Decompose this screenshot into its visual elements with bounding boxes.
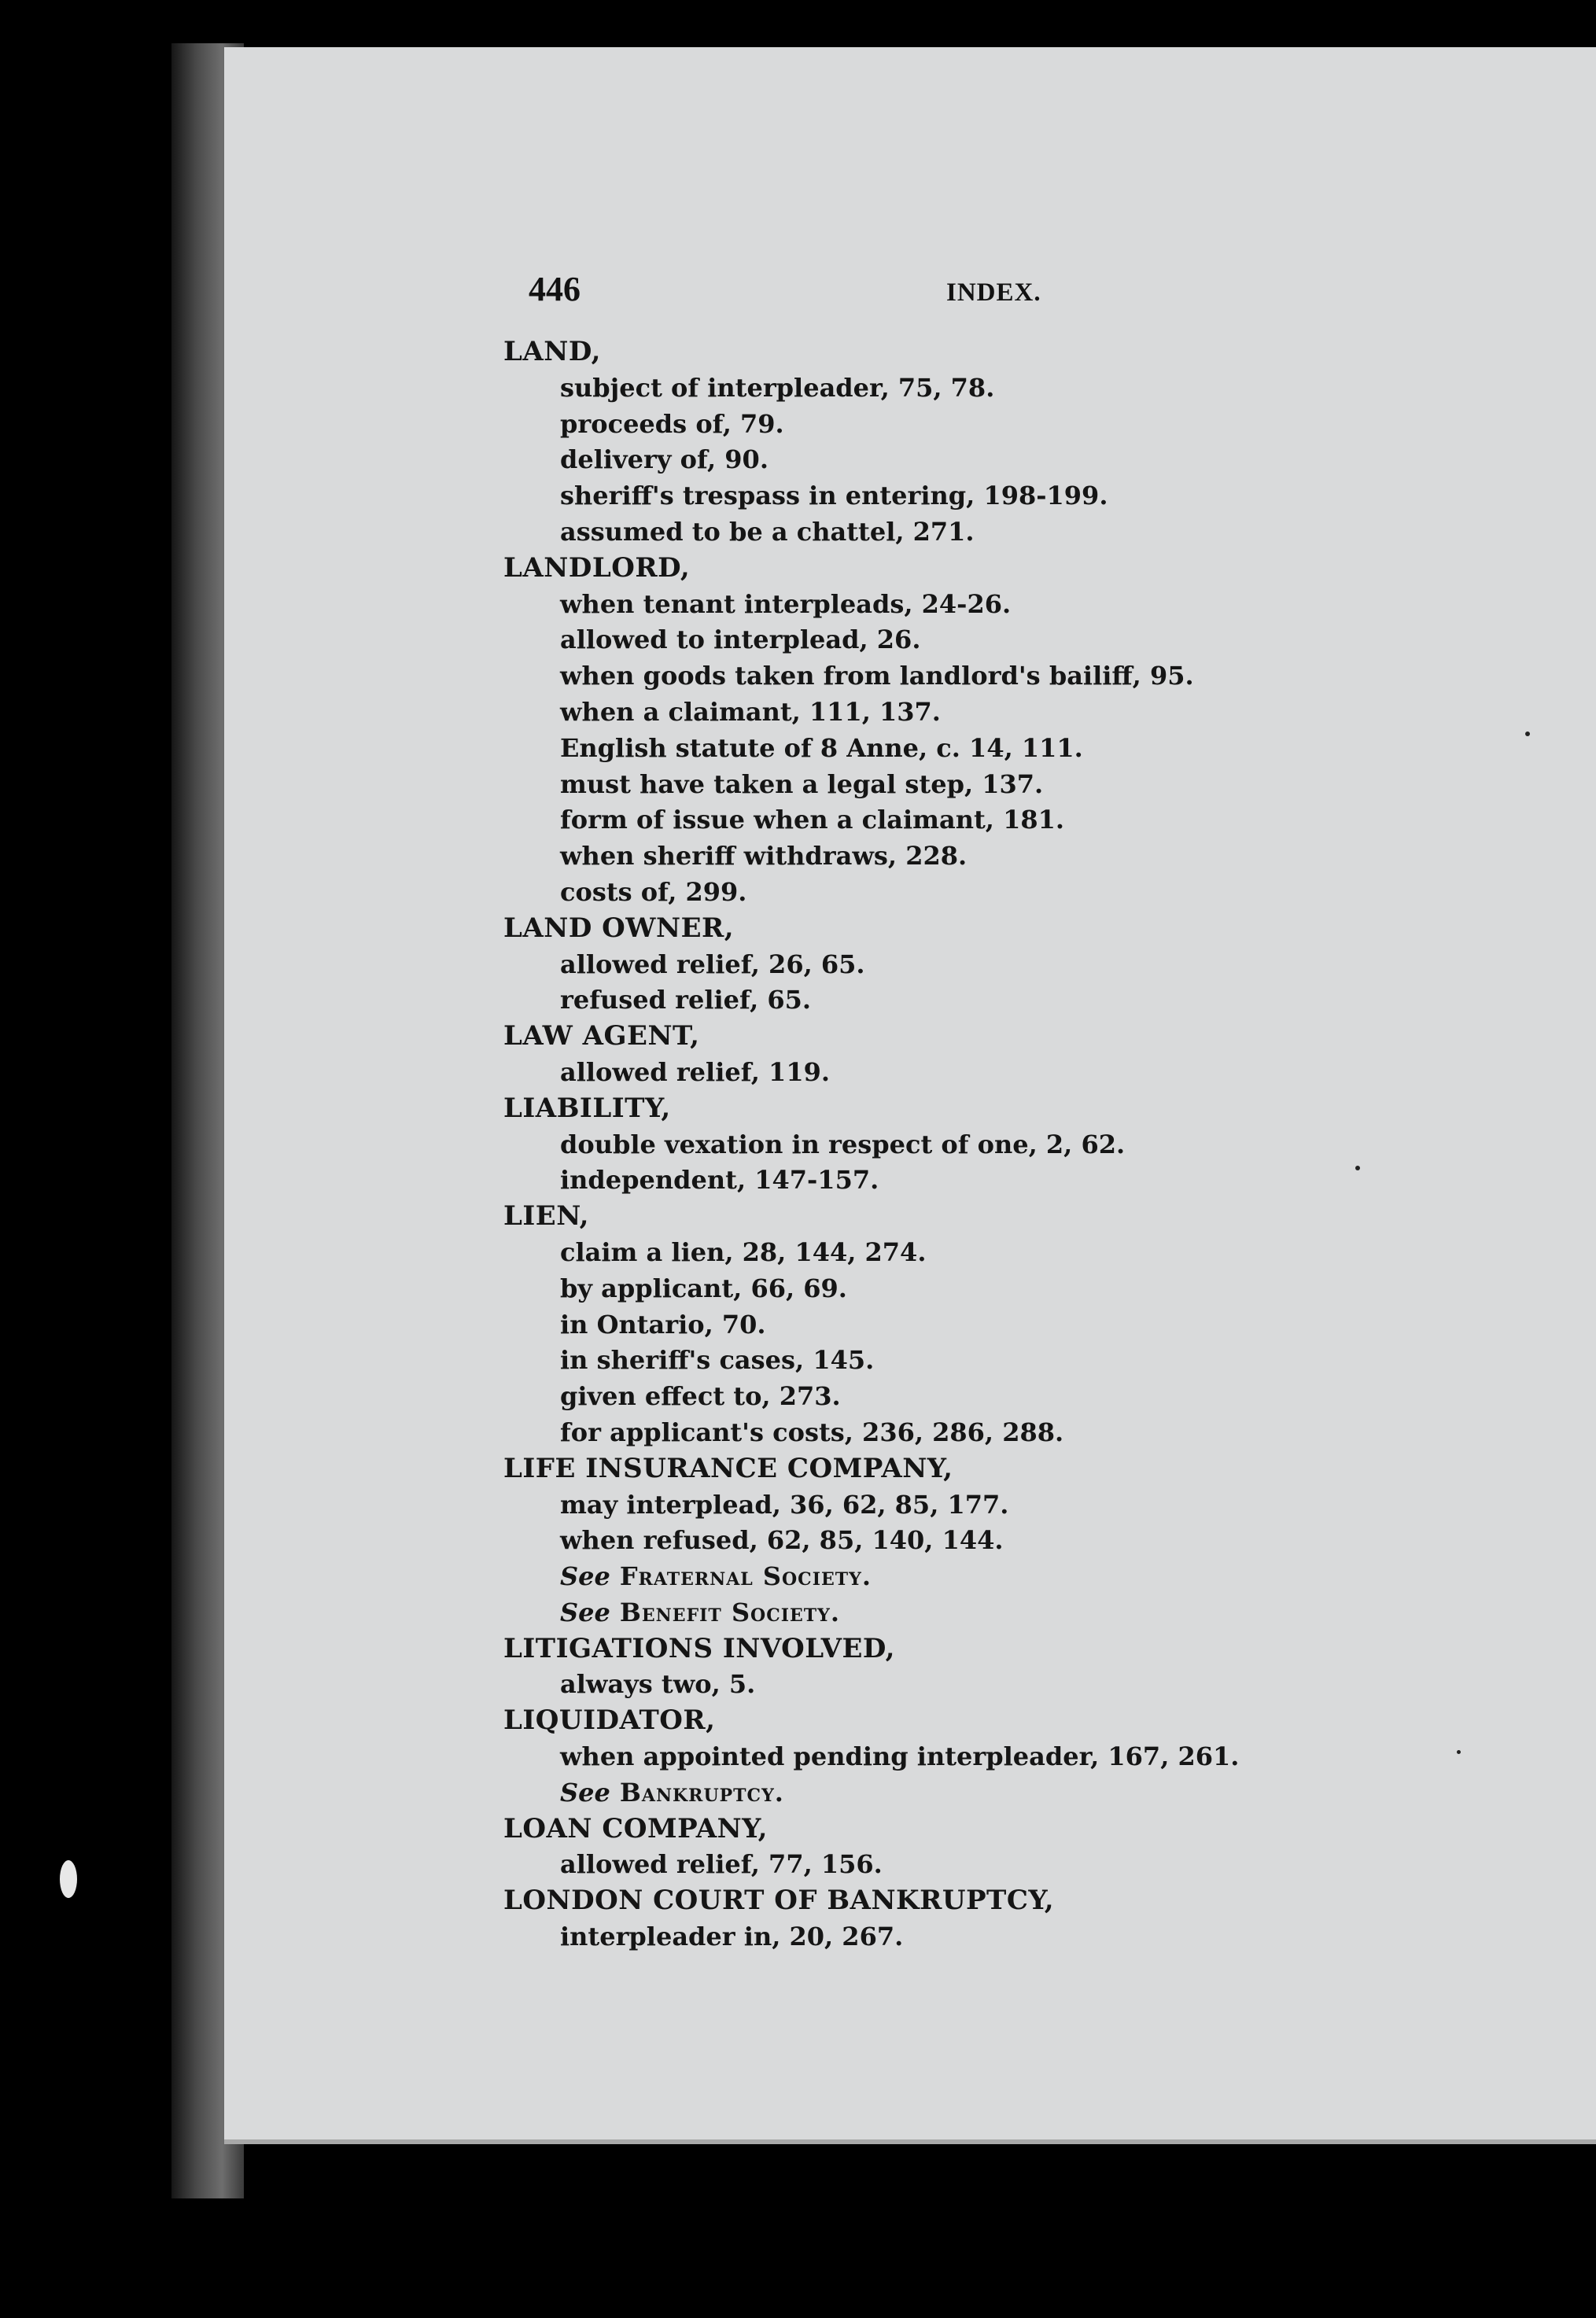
scan-artifact: [1355, 1166, 1360, 1170]
index-heading: LIQUIDATOR,: [503, 1704, 716, 1737]
index-subentry: when tenant interpleads, 24-26.: [560, 588, 1012, 619]
index-heading: LONDON COURT OF BANKRUPTCY,: [503, 1885, 1055, 1917]
page-header: [529, 269, 1237, 316]
index-subentry: allowed relief, 26, 65.: [560, 949, 865, 979]
scan-artifact: [1457, 1750, 1461, 1754]
index-subentry: when goods taken from landlord's bailiff, 95.: [560, 661, 1194, 691]
index-heading: LOAN COMPANY,: [503, 1812, 768, 1844]
see-word: See: [560, 1597, 610, 1627]
index-subentry: must have taken a legal step, 137.: [560, 768, 1044, 799]
index-subentry: sheriff's trespass in entering, 198-199.: [560, 481, 1108, 511]
index-heading: LIABILITY,: [503, 1092, 671, 1124]
index-subentry: always two, 5.: [560, 1669, 756, 1700]
index-subentry: when sheriff withdraws, 228.: [560, 841, 968, 872]
index-see-reference: [503, 1595, 1526, 1631]
see-target: Bankruptcy.: [619, 1777, 784, 1808]
index-heading: LIEN,: [503, 1200, 589, 1233]
index-subentry: assumed to be a chattel, 271.: [560, 516, 975, 547]
index-entries: [503, 334, 1526, 1955]
index-subentry: for applicant's costs, 236, 286, 288.: [560, 1417, 1064, 1447]
index-see-reference: [503, 1559, 1526, 1595]
index-subentry: double vexation in respect of one, 2, 62.: [560, 1129, 1126, 1159]
index-subentry: form of issue when a claimant, 181.: [560, 805, 1065, 835]
index-subentry: in sheriff's cases, 145.: [560, 1345, 875, 1376]
index-heading: LAW AGENT,: [503, 1020, 700, 1052]
index-subentry: costs of, 299.: [560, 876, 747, 907]
index-subentry: allowed to interplead, 26.: [560, 625, 921, 655]
index-see-reference: [503, 1775, 1526, 1811]
see-target: Benefit Society.: [619, 1597, 841, 1627]
see-word: See: [560, 1777, 610, 1808]
index-subentry: interpleader in, 20, 267.: [560, 1922, 904, 1952]
index-subentry: when appointed pending interpleader, 167, 261.: [560, 1741, 1240, 1772]
index-subentry: delivery of, 90.: [560, 444, 769, 475]
page-number: 446: [529, 270, 581, 308]
index-heading: LANDLORD,: [503, 551, 691, 584]
scan-artifact: [60, 1860, 77, 1898]
index-subentry: may interplead, 36, 62, 85, 177.: [560, 1489, 1009, 1520]
index-subentry: allowed relief, 77, 156.: [560, 1849, 883, 1880]
index-heading: LAND,: [503, 336, 601, 367]
index-subentry: when a claimant, 111, 137.: [560, 696, 941, 727]
index-subentry: by applicant, 66, 69.: [560, 1273, 847, 1303]
index-subentry: given effect to, 273.: [560, 1381, 841, 1412]
running-head: INDEX.: [946, 278, 1041, 307]
index-heading: LITIGATIONS INVOLVED,: [503, 1632, 896, 1664]
scan-artifact: [1525, 732, 1530, 736]
index-subentry: when refused, 62, 85, 140, 144.: [560, 1525, 1004, 1556]
index-subentry: proceeds of, 79.: [560, 408, 784, 439]
index-subentry: in Ontario, 70.: [560, 1309, 766, 1340]
see-target: Fraternal Society.: [619, 1561, 872, 1592]
see-word: See: [560, 1561, 610, 1592]
index-subentry: independent, 147-157.: [560, 1165, 879, 1196]
index-subentry: English statute of 8 Anne, c. 14, 111.: [560, 732, 1083, 763]
index-heading: LIFE INSURANCE COMPANY,: [503, 1452, 953, 1484]
index-heading: LAND OWNER,: [503, 912, 735, 944]
index-subentry: allowed relief, 119.: [560, 1056, 830, 1087]
index-subentry: subject of interpleader, 75, 78.: [560, 372, 995, 403]
index-subentry: refused relief, 65.: [560, 985, 812, 1015]
index-subentry: claim a lien, 28, 144, 274.: [560, 1236, 927, 1267]
